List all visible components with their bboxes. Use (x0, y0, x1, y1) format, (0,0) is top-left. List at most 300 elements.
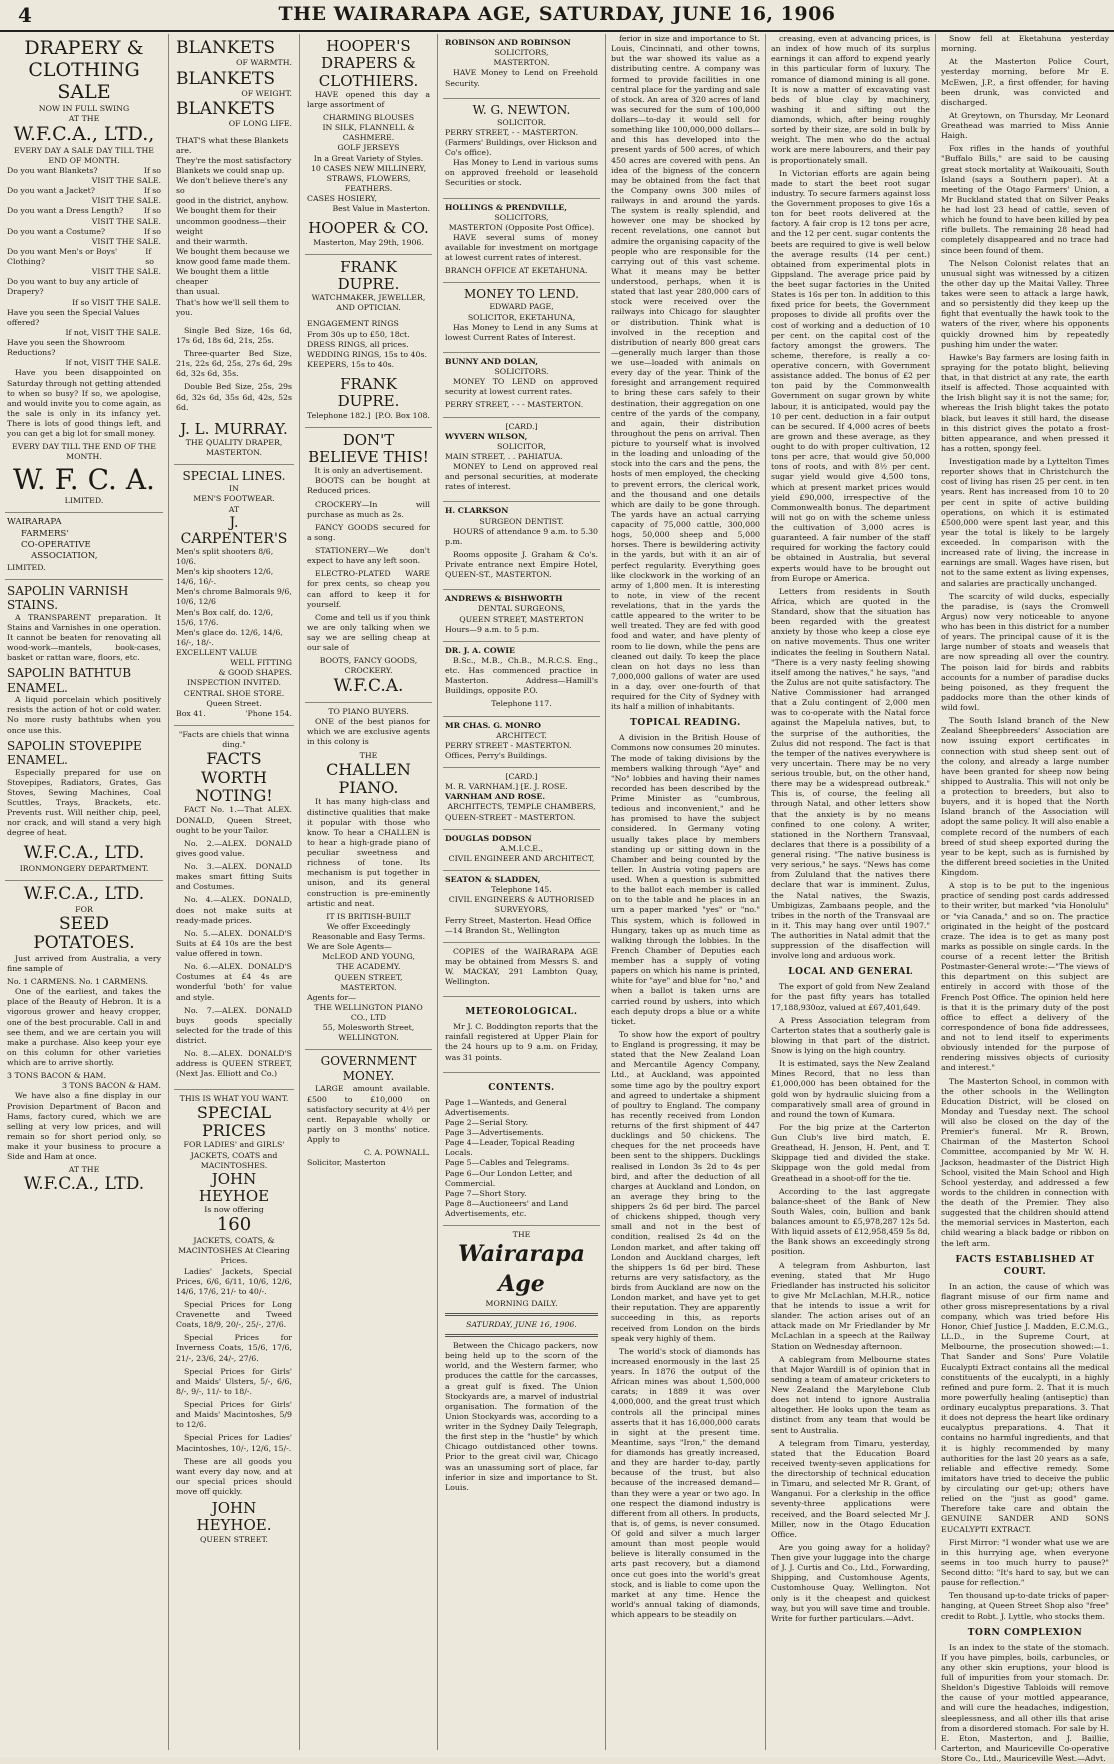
murray-name: J. L. MURRAY. (180, 419, 288, 438)
monro-name: MR CHAS. G. MONRO (445, 720, 541, 730)
hooper-co: HOOPER & CO. (308, 219, 429, 238)
heyhoe-name-2: JOHN HEYHOE. (196, 1499, 272, 1535)
best-value: Best Value in Masterton. (332, 204, 430, 214)
sapolin-bathtub-text: A liquid porcelain which positively resists the action of hot or cold water. No more rusty bathtubs when you once use this. (7, 695, 161, 735)
blanket-prices (176, 326, 292, 413)
heyhoe-name: JOHN HEYHOE (198, 1169, 270, 1206)
sale-answer: If so (143, 206, 161, 216)
local-item: According to the last aggregate balance-sheet of the Bank of New South Wales, coin, bullion and bank balances amount to £5,978,287 12s 5d. With liquid assets of £12,958,459 5s 8d, the Bank shows an exceedingly strong position. (771, 1186, 930, 1257)
dupre-title-2: FRANK DUPRE. (337, 375, 400, 411)
hollings-name: HOLLINGS & PRENDVILLE, (445, 202, 568, 212)
boots-line: BOOTS can be bought at Reduced prices. (307, 476, 430, 496)
torn-complexion-heading: TORN COMPLEXION (967, 1627, 1083, 1638)
news-item: At the Masterton Police Court, yesterday morning, before Mr E. McEwen, J.P., a first offender, for having been drunk, was convicted and discharged. (941, 57, 1109, 107)
sale-question-row (7, 298, 161, 308)
sole-agents: We are Sole Agents— (307, 942, 392, 952)
masthead (0, 0, 1114, 32)
local-item: A telegram from Timaru, yesterday, stated that the Education Board received twenty-seven applications for the directorship of technical education in Timaru, and selected Mr R. Grant, of Wanganui. For a clerkship in the office seventy-three applications were received, and the Board selected Mr J. Miller, now in the Otago Education Office. (771, 1438, 930, 1539)
carpenter-footwear-ad (174, 465, 294, 726)
only-an-ad: It is only an advertisement. (314, 466, 423, 476)
ring-item: WEDDING RINGS, 15s to 40s. (307, 349, 427, 359)
drapery-title: DRAPERY & CLOTHING SALE (24, 37, 144, 103)
fact-item: No. 2.—ALEX. DONALD gives good value. (176, 838, 292, 858)
cowie-telephone: Telephone 117. (491, 699, 552, 709)
local-item: A Press Association telegram from Carterton states that a southerly gale is blowing in that part of the district. Snow is lying on the high country. (771, 1015, 930, 1056)
sale-question: Do you want a Jacket? (7, 186, 95, 196)
sapolin-varnish-text: A TRANSPARENT preparation. It Stains and Varnishes in one operation. It cannot be beaten for renovating all wood-work—mantels, book-cases, basket or rattan ware, floors, etc. (7, 612, 161, 663)
have-opened: HAVE opened this day a large assortment of (307, 89, 430, 109)
sale-question-row (7, 267, 161, 277)
sale-question: Do you want a Dress Length? (7, 206, 124, 216)
branch-office: BRANCH OFFICE AT EKETAHUNA. (445, 266, 588, 276)
charming-blouses: CHARMING BLOUSES (322, 113, 415, 122)
sale-question: Do you want to buy any article of Drapery? (7, 277, 139, 297)
this-is-what-you-want: THIS IS WHAT YOU WANT. (179, 1093, 289, 1103)
news-item: Investigation made by a Lyttelton Times reporter shows that in Christchurch the cost of living has risen 25 per cent. in ten years. Rent has increased from 10 to 20 per cent in spite of active building operations, on which it is estimated £500,000 were spent last year, and this year the total is likely to be largely exceeded. In comparison with the increased rate of living, the increase in earnings are small. Wages have risen, but not to the same extent as living expenses, and salaries are practically unchanged. (941, 457, 1109, 588)
column-6 (765, 34, 935, 1750)
now-in-full-swing: NOW IN FULL SWING (38, 103, 130, 113)
local-news-items (941, 34, 1109, 1249)
sale-answer: If so (143, 186, 161, 196)
andrews-ad (443, 590, 600, 642)
wairarapa-age-title: Wairarapa Age (458, 1241, 585, 1297)
edward-page-text: Has Money to Lend in any Sums at lowest Current Rates of Interest. (445, 322, 598, 342)
wyvern-name: WYVERN WILSON, (445, 431, 528, 441)
blankets-text (176, 136, 292, 318)
central-shoe-store: CENTRAL SHOE STORE. (183, 688, 285, 698)
heyhoe-ad (174, 1090, 294, 1551)
money-to-lend-title: MONEY TO LEND. (463, 287, 579, 302)
editorial-text: Between the Chicago packers, now being held up to the scorn of the world, and the Western farmer, who produces the cattle for the carcasses, a great gulf is fixed. The Union Stockyards are, a marvel of industrial organisation. The formation of the Union Stockyards was, according to a writer in the Sydney Daily Telegraph, the first step in the "hustle" by which Chicago outdistanced other towns. Prior to the great civil war, Chicago was an unassuming sort of place, far inferior in size and importance to St. Louis. (445, 1341, 598, 1492)
blankets-line: THAT'S what these Blankets are. (176, 135, 289, 155)
ring-item: ENGAGEMENT RINGS (307, 319, 399, 329)
news-item: A stop is to be put to the ingenious practice of sending post cards addressed to their writer, but marked "via Honolulu" or "via Canada," and so on. The practice originated in the height of the postcard craze. The idea is to get as many post marks as possible on single cards. In the course of a recent letter the British Postmaster-General wrote:—"The views of this department on this subject are entirely in accord with those of the French Post Office. The opinion held here is that it is the primary duty of the post office to effect a delivery of the correspondence of bona fide addressees, and not to lend itself to experiments obviously intended for the purpose of rendering missives objects of curiosity and interest." (941, 881, 1109, 1073)
boot-item: Men's glace do. 12/6, 14/6, 16/-, 18/-. (176, 627, 283, 647)
challen-text: It has many high-class and distinctive qualities that make it popular with those who know. To hear a CHALLEN is to hear a high-grade piano of peculiar sweetness and richness of tone. Its mechanism is put together in unison, and its general construction is pre-eminently artistic and neat. (307, 797, 430, 908)
blankets-line: We don't believe there's any so (176, 176, 288, 196)
topical-poultry: To show how the export of poultry to England is progressing, it may be stated that the New Zealand Loan and Mercantile Agency Company, Ltd., at Auckland, was appointed some time ago by the poultry export and agreed to undertake a shipment of poultry to England. The company has recently received from London returns of the first shipment of 447 ducklings and 50 chickens. The cheques for the net proceeds have been sent to the shippers. Ducklings realised in London 3s 2d to 4s per bird, and after the deduction of all charges at Auckland and London, on an average they bring to the shippers 2s 6d per bird. The parcel of chickens shipped, though very small and not in the best of condition, realised 2s 4d on the London market, and after taking off London and Auckland charges, left the shippers 1s 6d per bird. These returns are very satisfactory, as the birds from Auckland are now on the London market, and have yet to get their reputation. They are apparently succeeding in this, as reports received from London on the birds speak very highly of them. (611, 1029, 760, 1343)
blankets-line: good in the district, anyhow. (176, 196, 289, 206)
wfca-c3: W.F.C.A. (333, 675, 404, 696)
sale-answer: If so (143, 165, 161, 175)
dont-believe-ad (305, 428, 432, 703)
contents-item: Page 7—Short Story. (445, 1188, 527, 1198)
wellington: WELLINGTON. (338, 1033, 399, 1043)
sapolin-varnish-title: SAPOLIN VARNISH STAINS. (7, 584, 129, 613)
monro-architect: ARCHITECT. (496, 730, 547, 740)
surgeon-dentist: SURGEON DENTIST. (479, 516, 564, 526)
seaton-name: SEATON & SLADDEN, (445, 875, 541, 884)
boot-list (176, 547, 292, 648)
page-number: 4 (18, 3, 32, 27)
blankets-line: than usual. (176, 287, 220, 297)
local-item: A cablegram from Melbourne states that Major Wardill is of opinion that in sending a team of amateur cricketers to New Zealand the Marylebone Club does not intend to ignore Australia altogether. He looks upon the team as distinct from any team that would be sent to Australia. (771, 1354, 930, 1435)
meteorological-section (443, 997, 600, 1072)
wyvern-wilson-ad (443, 418, 600, 503)
local-general-items (771, 982, 930, 1624)
varnham-rose-ad (443, 768, 600, 830)
edward-page-name: EDWARD PAGE, (489, 302, 554, 312)
sapolin-bathtub-title: SAPOLIN BATHTUB ENAMEL. (7, 666, 132, 695)
every-day-end: EVERY DAY TILL THE END OF THE MONTH. (12, 442, 156, 462)
blanket-price-line: Single Bed Size, 16s 6d, 17s 6d, 18s 6d, 21s, 25s. (176, 325, 292, 345)
sale-question-row (7, 166, 161, 176)
to-piano-buyers: TO PIANO BUYERS. (328, 707, 409, 717)
varnham-address: QUEEN-STREET - MASTERTON. (445, 812, 576, 822)
news-item: Hawke's Bay farmers are losing faith in spraying for the potato blight, believing that, in that district at any rate, the earth itself is affected. Those acquainted with the Irish blight say it is not the same; for, whereas the Irish blight takes the potato black, but leaves it still hard, the disease in this district gives the potato a frost-bitten appearance, and when pressed it has a rotten, spongy feel. (941, 352, 1109, 453)
bunny-dolan-ad (443, 353, 600, 418)
bacon-heading-2: 3 TONS BACON & HAM. (61, 1081, 161, 1091)
dupre-pobox: [P.O. Box 108. (375, 410, 430, 420)
seaton-telephone: Telephone 145. (491, 885, 552, 895)
contents-section (443, 1073, 600, 1226)
dupre-telephone: Telephone 182.] (307, 410, 371, 420)
dodson-amice: A.M.I.C.E., (500, 843, 543, 853)
sale-question: Have you seen the Special Values offered? (7, 307, 140, 327)
rings-list (307, 319, 430, 370)
newton-solicitor: SOLICITOR. (497, 117, 546, 127)
sale-answer: If so (145, 246, 154, 266)
clarkson-hours: HOURS of attendance 9 a.m. to 5.30 p.m. (445, 526, 598, 546)
news-item: The Nelson Colonist relates that an unusual sight was witnessed by a citizen the other day up the Maitai Valley. Three takes were seen to attack a large hawk, and so persistently did they keep up the fight that eventually the hawk took to the waters of the river, where his opponents quickly drowned him by repeatedly pushing him under the water. (941, 258, 1109, 349)
hooper-ad (305, 34, 432, 255)
contents-list (445, 1098, 598, 1220)
sale-answer: If so VISIT THE SALE. (72, 297, 161, 307)
excellent-value: EXCELLENT VALUE (176, 648, 258, 658)
blanket-heading: BLANKETS (176, 99, 276, 120)
local-general-heading: LOCAL AND GENERAL (788, 967, 913, 978)
ironmongery-department: IRONMONGERY DEPARTMENT. (19, 863, 149, 873)
morning-daily: MORNING DAILY. (485, 1298, 558, 1308)
sapolin-stovepipe-text: Especially prepared for use on Stovepipes, Radiators, Grates, Gas Stoves, Sewing Machines, Coal Scuttles, Trays, Brackets, etc. Prevents rust. Will neither chip, peel, nor crack, and will stand a very high degree of heat. (7, 767, 161, 838)
topical-diamonds: The world's stock of diamonds has increased enormously in the last 25 years. In 1876 the output of the African mines was about 1,500,000 carats; in 1889 it was over 4,000,000, and the great trust which controls all the principal mines asserts that it has 16,000,000 carats in sight at the present time. Meantime, says "Iron," the demand for diamonds has greatly increased, and they are harder to-day, partly because of the trust, but also because of the increased demand—than they were a year or two ago. In one respect the diamond industry is different from all others. In products, that is, of gems, is never consumed. Of gold and silver a much larger amount than most people would believe is literally consumed in the arts past recovery, but a diamond once cut goes into the world's great stock, and is liable to come upon the market at any time. Hence the world's annual taking of diamonds, which appears to be steadily on (611, 1346, 760, 1620)
heyhoe-price-item: Special Prices for Inverness Coats, 15/6, 17/6, 21/-, 23/6, 24/-, 27/6. (176, 1333, 292, 1363)
ten-thousand: Ten thousand up-to-date tricks of paper-hanging, at Queen Street Shop also "free" credit to Robt. J. Lyttle, who stocks them. (941, 1591, 1109, 1621)
authorised-surveyors: CIVIL ENGINEERS & AUTHORISED SURVEYORS, (448, 895, 595, 915)
carmens-heading: No. 1 CARMENS. No. 1 CARMENS. (7, 977, 149, 987)
sale-question-row (7, 206, 161, 216)
blanket-price-line: Double Bed Size, 25s, 29s 6d, 32s 6d, 35s 6d, 42s, 52s 6d. (176, 382, 292, 412)
sale-question: Do you want Blankets? (7, 165, 98, 175)
bacon-text: We have also a fine display in our Provision Department of Bacon and Hams, factory cured, which we are selling at very low prices, and will remain so for short period only, so make it your business to procure a Side and Ham at once. (7, 1091, 161, 1162)
column-1 (0, 34, 168, 1750)
sapolin-stovepipe-title: SAPOLIN STOVEPIPE ENAMEL. (7, 738, 142, 768)
seaton-sladden-ad (443, 871, 600, 943)
robinson-name: ROBINSON AND ROBINSON (445, 38, 571, 47)
blankets-line: and their warmth. (176, 236, 248, 246)
news-item: The Masterton School, in common with the other schools in the Wellington Education District, will be closed on Monday and Tuesday next. The school will also be closed on the day of the Premier's funeral. Mr R. Brown, Chairman of the Masterton School Committee, accompanied by Mr W. H. Jackson, headmaster of the District High School, visited the Main School and High School yesterday, and addressed a few words to the children in connection with the death of the Premier. They also suggested that the children should attend the memorial services in Masterton, each child wearing a black badge or ribbon on the left arm. (941, 1076, 1109, 1248)
murray-town: MASTERTON. (206, 448, 262, 458)
silk-flannel: IN SILK, FLANNELL & CASHMERE. (322, 123, 415, 143)
copies-notice (443, 943, 600, 998)
alex-donald-ad (174, 726, 294, 1090)
card-label-2: [CARD.] (505, 772, 538, 781)
wfca-heading: W.F.C.A., LTD., (13, 122, 155, 145)
column-3 (299, 34, 437, 1750)
newton-ad (443, 99, 600, 199)
hollings-ad (443, 199, 600, 284)
clarkson-ad (443, 502, 600, 590)
sale-answer: If not, VISIT THE SALE. (65, 358, 161, 368)
contents-item: Page 6—Our London Letter, and Commercial. (445, 1168, 573, 1188)
column-5 (605, 34, 765, 1750)
blankets-line: They're the most satisfactory (176, 155, 292, 165)
sale-question-row (7, 186, 161, 196)
meteorological-text: Mr J. C. Boddington reports that the rainfall registered at Upper Plain for the 24 hours up to 9 a.m. on Friday, was 31 points. (445, 1022, 598, 1062)
mcleod-young: McLEOD AND YOUNG, (322, 952, 415, 962)
sale-question: Do you want Men's or Boys' Clothing? (7, 246, 118, 266)
card-label: [CARD.] (505, 421, 538, 431)
monro-ad (443, 717, 600, 769)
court-text: In an action, the cause of which was flagrant misuse of our firm name and other gross misrepresentations by a rival company, which was tried before His Honor, Chief Justice J. Madden, E.C.M.G., LL.D., in the Supreme Court, at Melbourne, the prosecution showed:—1. That Sander and Sons' Pure Volatile Eucalypti Extract contains all the medical constituents of the eucalypti, in a highly refined and pure form. 2. That it is much more powerfully healing (antiseptic) than ordinary eucalyptus preparations. 3. That it does not depress the heart like ordinary eucalyptus preparations. 4. That it contains no harmful ingredients, and that it is highly recommended by many authorities for the last 20 years as a safe, reliable and effective remedy. Some imitators have tried to deceive the public by circulating our get-up; others have relied on the "just as good" game. Therefore take care and obtain the GENUINE SANDER AND SONS EUCALYPTI EXTRACT. (941, 1281, 1109, 1534)
architects: ARCHITECTS, TEMPLE CHAMBERS, (447, 802, 596, 812)
sale-question: Have you seen the Showroom Reductions? (7, 338, 125, 358)
robinson-town: MASTERTON. (493, 58, 550, 68)
one-of-best: ONE of the best pianos for which we are exclusive agents in this colony is (307, 717, 430, 747)
sale-question-row (7, 338, 161, 358)
sale-question: Do you want a Costume? (7, 226, 106, 236)
bunny-address: PERRY STREET, - - - MASTERTON. (445, 400, 584, 410)
edward-page-ad (443, 283, 600, 353)
andrews-hours: Hours—9 a.m. to 5 p.m. (445, 624, 540, 634)
ring-item: DRESS RINGS, all prices. (307, 339, 409, 349)
box-number: Box 41. (176, 708, 206, 718)
fact-item: FACT No. 1.—That ALEX. DONALD, Queen Street, ought to be your Tailor. (176, 805, 292, 835)
newton-address: PERRY STREET, - - MASTERTON. (Farmers' Buildings, over Hickson and Co's office). (445, 127, 598, 157)
solicitor-masterton: Solicitor, Masterton (307, 1158, 386, 1168)
sale-question-row (7, 308, 161, 328)
inspection-invited: INSPECTION INVITED. (186, 678, 282, 688)
large-amount: LARGE amount available. £500 to £10,000 on satisfactory security at 4½ per cent. Repayable wholly or partly on 3 months' notice. Apply to (307, 1084, 430, 1145)
torn-text: Is an index to the state of the stomach. If you have pimples, boils, carbuncles, or any other skin eruptions, your blood is full of impurities from your stomach. Dr. Sheldon's Digestive Tabloids will remove the cause of your mottled appearance, and will cure the headaches, indigestion, sleeplessness, and all other ills that arise from a disordered stomach. For sale by H. E. Eton, Masterton, and J. Baillie, Carterton, and Mauriceville Co-operative Store Co., Ltd., Mauriceville West.—Advt. (941, 1642, 1109, 1764)
contents-item: Page 8—Auctioneers' and Land Advertisements, etc. (445, 1198, 569, 1219)
news-item: Snow fell at Eketahuna yesterday morning. (941, 34, 1109, 54)
blankets-line: Blankets we could snap up. (176, 165, 285, 175)
the-label-c4: THE (512, 1230, 531, 1240)
for-label: FOR (75, 904, 93, 914)
queen-street-masterton: QUEEN STREET, MASTERTON. (334, 972, 403, 992)
sapolin-ad (5, 580, 163, 881)
contents-item: Page 2—Serial Story. (445, 1117, 528, 1127)
molesworth: 55, Molesworth Street, (322, 1023, 415, 1033)
for-ladies: FOR LADIES' and GIRLS' JACKETS, COATS and MACINTOSHES. (183, 1140, 285, 1170)
sale-question-row (7, 196, 161, 206)
sale-question-row (7, 237, 161, 247)
blanket-headings (176, 38, 292, 130)
meteorological-heading: METEOROLOGICAL. (465, 1007, 578, 1018)
special-lines-title: SPECIAL LINES. (182, 469, 286, 484)
pownall: C. A. POWNALL. (363, 1148, 430, 1158)
carpenter-name: J. CARPENTER'S (180, 514, 288, 547)
cowie-degrees: B.Sc., M.B., Ch.B., M.R.C.S. Eng., etc. Has commenced practice in Masterton. Address—Hamill's Buildings, opposite P.O. (445, 655, 598, 696)
boot-item: Men's kip shooters 12/6, 14/6, 16/-. (176, 567, 274, 587)
blankets-line: We bought them because we (176, 246, 290, 256)
clarkson-name: H. CLARKSON (445, 506, 509, 516)
stockyards-continued: ferior in size and importance to St. Louis, Cincinnati, and other towns, but the war showed its value as a distributing centre. A company was formed to provide facilities in one central place for the yarding and sale of stock. An area of 320 acres of land was secured for the sum of 100,000 dollars—to-day it would sell for something like 100,000,000 dollars—and this has developed into the present yards of 500 acres, of which 450 acres are covered with pens. An idea of the bigness of the concern may be obtained from the fact that the Company owns 300 miles of railways in and around the yards. The system is really splendid, and however one may be shocked by recent revelations, one cannot but admire the organising capacity of the people who are responsible for the carrying out of this vast scheme. What it means may be better understood, perhaps, when it is stated that last year 280,000 cars of stock were received over the railways into Chicago for slaughter or distribution. Think what is involved in the reception and distribution of nearly 800 great cars—generally much larger than those we use—loaded with animals on every day of the year. Think of the foresight and arrangement required to bring these cars safely to their destination, their aggregation on one centre of the yards of the company, and again, their distribution throughout the pens on arrival. Then picture to yourself what is involved in the loading and unloading of the stock into the cars and the pens, the hosts of men employed, the checking to prevent errors, the clerical work, and the thousand and one details which are daily to be gone through. The yards have an actual carrying capacity of 75,000 cattle, 300,000 hogs, 50,000 sheep and 5,000 horses. There is bewildering activity in the yards, but with it an air of perfect regularity. Everything goes like clockwork in the working of an army of 1,800 men. It is interesting to note, in view of the recent revelations, that in the yards the cattle appeared to the writer to be well treated. They are fed with good food and water, and have plenty of room to lie down, while the pens are cleaned out daily. To keep the place clean on hot days no less than 7,000,000 gallons of water are used in a day, over one-fourth of that required for the City of Sydney with its half a million of inhabitants. (611, 34, 760, 712)
sale-question-row (7, 176, 161, 186)
boots-fancy-crockery: BOOTS, FANCY GOODS, CROCKERY. (319, 656, 418, 676)
masthead-title: THE WAIRARAPA AGE, SATURDAY, JUNE 16, 1906 (278, 3, 836, 25)
varnham-names: M. R. VARNHAM.] [E. J. ROSE. (445, 782, 568, 792)
column-2 (168, 34, 299, 1750)
news-item: The South Island branch of the New Zealand Sheepbreeders' Association are now issuing export certificates in connection with stud sheep sent out of the colony, and already a large number have been granted for sheep now being shipped to Australia. This will not only be a protection to breeders, but also to buyers, and it is hoped that the North Island branch of the Association will adopt the same policy. It will also enable a complete record of the numbers of each breed of stud sheep exported during the year to be kept, such as is furnished by the different breed societies in the United Kingdom. (941, 716, 1109, 877)
sale-answer: VISIT THE SALE. (91, 216, 161, 226)
facts-quote: "Facts are chiels that winna ding." (178, 729, 290, 750)
heyhoe-price-item: Ladies' Jackets, Special Prices, 6/6, 6/11, 10/6, 12/6, 14/6, 17/6, 21/- to 40/-. (176, 1266, 292, 1296)
challen-title: CHALLEN PIANO. (326, 759, 411, 798)
fact-item: No. 4.—ALEX. DONALD, does not make suits at ready-made prices. (176, 895, 292, 925)
seaton-address: Ferry Street, Masterton. Head Office—14 Brandon St., Wellington (445, 915, 592, 935)
dodson-name: DOUGLAS DODSON (445, 833, 532, 843)
local-item: A telegram from Ashburton, last evening, stated that Mr Hugo Friedlander has instructed his solicitor to give Mr McLachlan, M.H.R., notice that he intends to issue a writ for slander. The action arises out of an attack made on Mr Friedlander by Mr McLachlan in a speech at the Railway Station on Wednesday afternoon. (771, 1260, 930, 1351)
bunny-name: BUNNY AND DOLAN, (445, 356, 539, 366)
blanket-quality: OF WEIGHT. (241, 88, 292, 98)
wellington-piano: THE WELLINGTON PIANO CO., LTD (314, 1002, 423, 1023)
hollings-address: MASTERTON (Opposite Post Office). (448, 222, 595, 232)
news-item: At Greytown, on Thursday, Mr Leonard Greathead was married to Miss Annie Haigh. (941, 110, 1109, 141)
at-label: AT (228, 504, 240, 514)
sale-answer: If not, VISIT THE SALE. (65, 327, 161, 337)
now-offering: Is now offering (204, 1205, 264, 1215)
the-label: THE (359, 750, 378, 760)
ring-item: From 30s up to £50, 18ct. (307, 329, 410, 339)
carmens-text: One of the earliest, and takes the place of the Beauty of Hebron. It is a vigorous grower and heavy cropper, one of the best procurable. Call in and see them, and we are certain you will make a purchase. Also keep your eye on this column for other varieties which are to arrive shortly. (7, 987, 161, 1068)
blankets-ad (174, 34, 294, 465)
variety-styles: In a Great Variety of Styles. (313, 153, 424, 163)
sale-question-row (7, 358, 161, 368)
heyhoe-price-item: Special Prices for Girls' and Maids' Ulsters, 5/-, 6/6, 8/-, 9/-, 11/- to 18/-. (176, 1366, 292, 1396)
government-money-title: GOVERNMENT MONEY. (320, 1054, 417, 1084)
we-offer: We offer Exceedingly Reasonable and Easy Terms. (311, 921, 426, 942)
robinson-solicitors: SOLICITORS, (494, 48, 549, 58)
come-and-tell: Come and tell us if you think we are only talking when we say we are selling cheap at our sale of (307, 612, 430, 653)
sale-answer: VISIT THE SALE. (91, 236, 161, 246)
heyhoe-price-item: Special Prices for Girls' and Maids' Macintoshes, 5/9 to 12/6. (176, 1400, 292, 1430)
seed-potatoes-ad (5, 881, 163, 1201)
contents-item: Page 4—Leader, Topical Reading Locals. (445, 1138, 575, 1158)
sale-question-list (7, 166, 161, 369)
local-item: It is estimated, says the New Zealand Mines Record, that no less than £1,000,000 has been obtained for the gold won by hydraulic sluicing from a comparatively small area of ground in and round the town of Kumara. (771, 1059, 930, 1119)
coop-line: FARMERS' (21, 528, 69, 539)
sale-answer: If so (143, 226, 161, 236)
diamonds-continued: creasing, even at advancing prices, is an index of how much of its surplus earnings it can afford to expend yearly in this particular form of luxury. The romance of diamond mining is all gone. It is now a matter of excavating vast beds of blue clay by machinery, washing it and sifting out the diamonds, which, after being roughly sorted by their size, are sold in bulk by weight. The men who do the actual work are mere labourers, and their pay is proportionately small. (771, 34, 930, 165)
varnham-title: VARNHAM AND ROSE. (445, 792, 546, 802)
the-academy: THE ACADEMY. (336, 962, 401, 972)
apology-text: Have you been disappointed on Saturday through not getting attended to when so busy? If so, we apologise, and would invite you to come again, as the sale is only in its infancy yet. There is lots of good things left, and you can get a big lot for small money. (7, 368, 161, 439)
blanket-heading: BLANKETS (176, 38, 276, 58)
heyhoe-street: QUEEN STREET. (200, 1534, 268, 1544)
sale-answer: VISIT THE SALE. (91, 267, 161, 277)
hollings-solicitors: SOLICITORS, (494, 212, 549, 222)
mens-footwear: MEN'S FOOTWEAR. (193, 494, 275, 504)
fact-item: No. 3.—ALEX. DONALD makes smart fitting Suits and Costumes. (176, 862, 292, 892)
editorial-section (443, 1226, 600, 1500)
boot-item: Men's Box calf, do. 12/6, 15/6, 17/6. (176, 607, 274, 627)
stationery-line: STATIONERY—We don't expect to have any left soon. (307, 546, 430, 566)
facts-list (176, 805, 292, 1079)
wfca-ltd-ironmongery: W.F.C.A., LTD. (23, 843, 145, 864)
sale-question-row (7, 328, 161, 338)
coop-line: CO-OPERATIVE (21, 540, 91, 551)
robinson-ad (443, 34, 600, 99)
fancy-line: FANCY GOODS secured for a song. (307, 522, 430, 542)
local-item: For the big prize at the Carterton Gun Club's live bird match, E. Greathead, H. Jenson, H. Pent, and T. Skippage tied and divided the stake. Skippage won the gold medal from Greathead in a shoot-off for the tie. (771, 1122, 930, 1183)
hollings-text: HAVE several sums of money available for investment on mortgage at lowest current rates of interest. (445, 232, 598, 263)
editorial-date: SATURDAY, JUNE 16, 1906. (466, 1319, 577, 1329)
dental-surgeons: DENTAL SURGEONS, (477, 604, 566, 614)
heyhoe-note: These are all goods you want every day now, and at our special prices should move off quickly. (176, 1456, 292, 1496)
robinson-text: HAVE Money to Lend on Freehold Security. (445, 68, 598, 88)
boot-item: Men's split shooters 8/6, 10/6. (176, 546, 274, 566)
dodson-ad (443, 830, 600, 871)
phone-number: 'Phone 154. (245, 708, 292, 718)
new-millinery: 10 CASES NEW MILLINERY, STRAWS, FLOWERS, FEATHERS. (310, 163, 427, 193)
challen-piano-ad (305, 703, 432, 1050)
column-4 (437, 34, 605, 1750)
sale-question-row (7, 217, 161, 227)
contents-heading: CONTENTS. (488, 1082, 555, 1093)
south-africa-letters: Letters from residents in South Africa, which are quoted in the Standard, show that the situation has been regarded with the greatest anxiety by those who keep a close eye on native movements. Thus one writer indicates the feeling in Southern Natal. "There is a very nasty feeling showing itself among the natives," he says, "and the Zulus are not quite satisfactory. The Native Commissioner had arranged that a Zulu contingent of 2,000 men was to co-operate with the Natal force against the Mapelula natives, but, to the surprise of the authorities, the Zulus did not respond. The fact is that the temper of the natives everywhere is very uncertain. There may be no very serious trouble, but, on the other hand, there may be a widespread outbreak." This is, of course, the feeling all through Natal, and other letters show that the anxiety is by no means confined to one colony. A writer, stationed in the Northern Transvaal, declares that there is a possibility of a general rising. "The native business is very serious," he says. "News has come from Zululand that the natives there declare that war is imminent. Zulus, the Natal natives, the Swazis, Umbigizas, Zambaans people, and the tribes in the north of the Transvaal are in it. This may hang over until 1907." The authorities in Natal admit that the suppression of the disaffection will involve long and arduous work. (771, 586, 930, 961)
sale-question-row (7, 227, 161, 237)
bunny-text: MONEY TO LEND on approved security at lowest current rates. (445, 377, 598, 397)
wfca-ltd-footer: W.F.C.A., LTD. (23, 1174, 145, 1195)
facts-worth-noting: FACTS WORTH NOTING! (195, 749, 273, 806)
watchmaker: WATCHMAKER, JEWELLER, AND OPTICIAN. (311, 293, 426, 313)
hooper-date: Masterton, May 29th, 1906. (313, 237, 424, 247)
fact-item: No. 8.—ALEX. DONALD'S address is QUEEN STREET, (Next Jas. Elliott and Co.) (176, 1049, 292, 1079)
contents-item: Page 1—Wanteds, and General Advertisements. (445, 1097, 567, 1117)
wyvern-solicitor: SOLICITOR, (497, 441, 546, 451)
coop-line: WAIRARAPA (7, 517, 62, 528)
bacon-heading-1: 3 TONS BACON & HAM. (7, 1071, 107, 1081)
sale-answer: VISIT THE SALE. (91, 196, 161, 206)
news-item: The scarcity of wild ducks, especially the paradise, is (says the Cromwell Argus) now very noticeable to anyone who has been in this district for a number of years. The principal cause of it is the large number of stoats and weasels that are now spreading all over the country. The poison laid for birds and rabbits accounts for a number of paradise ducks being poisoned, as they frequent the paddocks more than the other kinds of wild fowl. (941, 591, 1109, 712)
dont-believe-title: DON'T BELIEVE THIS! (308, 430, 429, 466)
victoria-sugar: In Victorian efforts are again being made to start the beet root sugar industry. To secure farmers against loss the Government proposes to give 16s a ton for beet roots delivered at the factory. A fair crop is 12 tons per acre, and the 12 per cent. sugar contents the beets are required to give is well below the average results (14 per cent.) obtained from experimental plots in Gippsland. The average price paid by the beet sugar factories in the United States is 16s per ton. In addition to this fixed price for beets, the Government proposes to divide all profits over the cost of working and a deduction of 10 per cent. on the capital cost of the factory amongst the growers. The scheme, therefore, is really a co-operative concern, with Government assistance added. The bonus of £2 per ton paid by the Commonwealth Government on sugar grown by white labour, it is anticipated, would pay the 10 per cent. deduction in a fair output can be secured. If 4,000 acres of beets are grown and these average, as they ought to do with proper cultivation, 12 tons per acre, that would give 50,000 tons of roots, and with 8½ per cent. sugar yield would give 4,500 tons, which at present market prices would yield £90,000, irrespective of the Commonwealth bonus. The department will not go on with the scheme unless the cultivation of 3,000 acres is guaranteed. A fair number of the staff required for working the factory could be obtained in Australia, but several experts would have to be brought out from Europe or America. (771, 168, 930, 583)
monro-address: PERRY STREET - MASTERTON. Offices, Perry's Buildings. (445, 740, 572, 760)
hoopers-title: HOOPER'S (326, 37, 411, 55)
heyhoe-price-list (176, 1267, 292, 1454)
coop-limited: LIMITED. (7, 562, 46, 572)
quality-draper: THE QUALITY DRAPER, (185, 438, 283, 448)
wyvern-text: MONEY to Lend on approved real and personal securities, at moderate rates of interest. (445, 462, 598, 492)
blanket-quality: OF WARMTH. (236, 58, 292, 68)
andrews-name: ANDREWS & BISHWORTH (445, 594, 563, 604)
local-item: Are you going away for a holiday? Then give your luggage into the charge of J. J. Curtis and Co., Ltd., Forwarding, Shipping, and Customhouse Agents, Customhouse Quay, Wellington. Not only is it the cheapest and quickest way, but you will save time and trouble. Write for further particulars.—Advt. (771, 1542, 930, 1623)
government-money-ad (305, 1050, 432, 1174)
blanket-heading: BLANKETS (176, 68, 276, 89)
blankets-line: you. (176, 307, 193, 317)
blanket-price-line: Three-quarter Bed Size, 21s, 22s 6d, 25s, 27s 6d, 29s 6d, 32s 6d, 35s. (176, 349, 292, 379)
clarkson-rooms: Rooms opposite J. Graham & Co's. Private entrance next Empire Hotel, QUEEN-ST., MASTERTON. (445, 549, 598, 580)
fact-item: No. 5.—ALEX. DONALD'S Suits at £4 10s are the best value offered in town. (176, 928, 292, 959)
sale-answer: VISIT THE SALE. (91, 176, 161, 185)
facts-court-heading: FACTS ESTABLISHED AT COURT. (955, 1254, 1095, 1277)
local-item: The export of gold from New Zealand for the past fifty years has totalled 17,188,930oz, valued at £67,401,649. (771, 982, 930, 1012)
electro-line: ELECTRO-PLATED WARE for prex cents, so cheap you can afford to keep it for yourself. (307, 569, 430, 609)
cases-hosiery: CASES HOSIERY, (307, 194, 378, 203)
blankets-line: We bought them for their uncommon goodness—their weight (176, 206, 286, 236)
fact-item: No. 6.—ALEX. DONALD'S Costumes at £4 4s are wonderful 'both' for value and style. (176, 962, 292, 1002)
drapery-sale-ad (5, 34, 163, 513)
blankets-line: That's how we'll sell them to (176, 297, 289, 307)
dupre-title-1: FRANK DUPRE. (337, 257, 400, 293)
cowie-ad (443, 642, 600, 717)
ring-item: KEEPERS, 15s to 40s. (307, 359, 395, 369)
newton-text: Has Money to Lend in various sums on approved freehold or leasehold Securities or stock. (445, 158, 598, 188)
first-mirror: First Mirror: "I wonder what use we are in this hurrying age, when everyone seems in too much hurry to pause?" Second ditto: "It's hard to say, but we can pause for reflection." (941, 1537, 1109, 1588)
coop-line: ASSOCIATION, (31, 551, 98, 562)
